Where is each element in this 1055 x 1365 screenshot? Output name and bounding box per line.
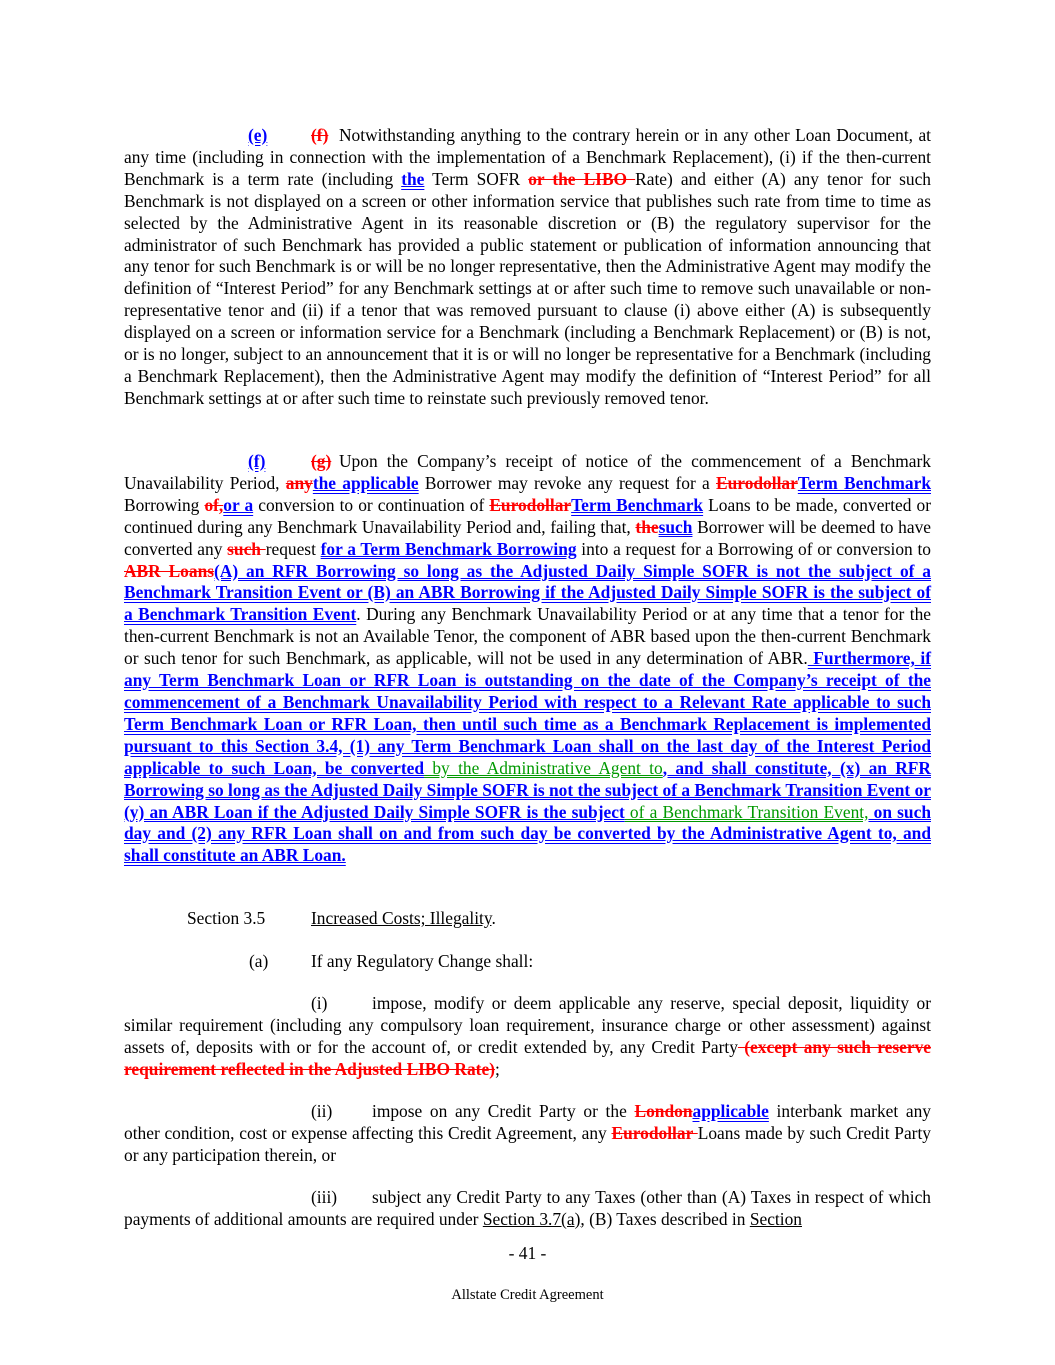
text-run: impose, modify or deem applicable any reserve, special deposit, liquidity or similar requirement (including any compulsory loan requirement, insurance charge or other assessment) against assets of, deposits with or for the account of, or credit extended by, any Credit Party (124, 993, 931, 1057)
deleted-text: any (285, 472, 313, 493)
paragraph-iii (124, 1187, 931, 1231)
text-run: subject any Credit Party to any Taxes (other than (A) Taxes in respect of which payments of additional amounts are required under (124, 1187, 931, 1229)
inserted-text: the (401, 168, 425, 189)
text-run: impose on any Credit Party or the (372, 1101, 635, 1121)
paragraph-number-deleted: (g) (311, 451, 332, 471)
text-run: interbank market any other condition, cost or expense affecting this Credit Agreement, any (124, 1101, 931, 1143)
paragraph-e (124, 125, 931, 410)
text-run: request (265, 538, 321, 559)
text-run: Borrower will be deemed to have converted any (124, 516, 931, 559)
deleted-text: the (635, 516, 659, 537)
text-run: . During any Benchmark Unavailability Period or at any time that a tenor for the then-current Benchmark is not an Available Tenor, the component of ABR based upon the then-current Benchmark or such tenor for such Benchmark, as applicable, will not be used in any determination of ABR. (124, 604, 931, 669)
text-run: If any Regulatory Change shall: (311, 951, 534, 971)
inserted-text: or a (223, 494, 254, 515)
inserted-text: the applicable (312, 472, 419, 493)
text-run: conversion to or continuation of (253, 494, 490, 515)
section-number: Section 3.5 (187, 908, 266, 928)
page-number: - 41 - (508, 1243, 547, 1263)
deleted-text: Eurodollar (611, 1122, 698, 1143)
text-run: Borrowing (124, 494, 205, 515)
paragraph-number-inserted: (f) (248, 451, 266, 471)
section-title-period: . (491, 908, 496, 928)
text-run: ; (494, 1058, 500, 1079)
text-run: Borrower may revoke any request for a (418, 472, 717, 493)
footer-document-name: Allstate Credit Agreement (451, 1287, 604, 1303)
paragraph-i (124, 993, 931, 1081)
text-run: Term SOFR (424, 168, 529, 189)
moved-text: of a Benchmark Transition Event, (624, 801, 869, 822)
text-run: Loans to be made, converted or continued during any Benchmark Unavailability Period and, failing that, (124, 494, 932, 537)
section-heading (187, 908, 496, 930)
section-reference: Section 3.7(a) (482, 1208, 581, 1229)
paragraph-ii (124, 1101, 931, 1167)
inserted-text: Term Benchmark (571, 494, 704, 515)
deleted-text: Eurodollar (716, 472, 798, 493)
paragraph-number: (iii) (311, 1187, 338, 1207)
paragraph-f (124, 451, 931, 867)
deleted-text: or the LIBO (528, 168, 636, 189)
paragraph-number-inserted: (e) (248, 125, 268, 145)
inserted-text: (A) an RFR Borrowing so long as the Adjusted Daily Simple SOFR is not the subject of a Benchmark Transition Event or (B) an ABR Borrowing if the Adjusted Daily Simple SOFR is the subject of a Benchmark Transition Event (124, 560, 931, 625)
inserted-text: applicable (692, 1101, 769, 1121)
paragraph-number: (i) (311, 993, 328, 1013)
inserted-text: Furthermore, if any Term Benchmark Loan or RFR Loan is outstanding on the date of the Company’s receipt of the commencement of a Benchmark Unavailability Period with respect to a Relevant Rate applicable to such Term Benchmark Loan or RFR Loan, then until such time as a Benchmark Replacement is implemented pursuant to this Section 3.4, (1) any Term Benchmark Loan shall on the last day of the Interest Period applicable to such Loan, be converted (124, 648, 932, 778)
deleted-text: Eurodollar (489, 494, 572, 515)
section-title: Increased Costs; Illegality (311, 908, 492, 928)
deleted-text: such (227, 538, 266, 559)
deleted-text: ABR Loans (124, 560, 215, 581)
text-run: Rate) and either (A) any tenor for such Benchmark is not displayed on a screen or other information service that publishes such rate from time to time as selected by the Administrative Agent in its reasonable discretion or (B) the regulatory supervisor for the administrator of such Benchmark has provided a public statement or publication of information announcing that any tenor for such Benchmark is or will be no longer representative, then the Administrative Agent may modify the definition of “Interest Period” for any Benchmark settings at or after such time to remove such unavailable or non-representative tenor and (ii) if a tenor that was removed pursuant to clause (i) above either (A) is subsequently displayed on a screen or information service for a Benchmark (including a Benchmark Replacement) or (B) is not, or is no longer, subject to an announcement that it is or will no longer be representative for a Benchmark (including a Benchmark Replacement), then the Administrative Agent may modify the definition of “Interest Period” for all Benchmark settings at or after such time to reinstate such previously removed tenor. (124, 168, 931, 408)
inserted-text: such (658, 516, 693, 537)
deleted-text: (except any such reserve requirement reflected in the Adjusted LIBO Rate) (124, 1036, 931, 1079)
inserted-text: on such day and (2) any RFR Loan shall on and from such day be converted by the Administrative Agent to, and shall constitute an ABR Loan. (124, 801, 931, 866)
paragraph-a (249, 951, 533, 973)
deleted-text: London (634, 1101, 693, 1121)
deleted-text: of, (204, 494, 224, 515)
text-run: into a request for a Borrowing of or conversion to (576, 538, 931, 559)
text-run: Loans made by such Credit Party or any participation therein, or (124, 1122, 932, 1165)
paragraph-number: (a) (249, 951, 269, 971)
moved-text: by the Administrative Agent to (424, 757, 663, 778)
text-run: Upon the Company’s receipt of notice of the commencement of a Benchmark Unavailability Period, (124, 451, 931, 493)
paragraph-number-deleted: (f) (311, 125, 329, 145)
section-reference: Section (749, 1208, 802, 1229)
text-run: Notwithstanding anything to the contrary herein or in any other Loan Document, at any time (including in connection with the implementation of a Benchmark Replacement), (i) if the then-current Benchmark is a term rate (including (124, 125, 931, 189)
text-run: , (B) Taxes described in (580, 1208, 750, 1229)
inserted-text: , and shall constitute, (x) an RFR Borrowing so long as the Adjusted Daily Simple SOFR is not the subject of a Benchmark Transition Event or (y) an ABR Loan if the Adjusted Daily Simple SOFR is the subject (124, 757, 931, 822)
inserted-text: Term Benchmark (797, 472, 931, 493)
paragraph-number: (ii) (311, 1101, 333, 1121)
inserted-text: for a Term Benchmark Borrowing (320, 538, 577, 559)
